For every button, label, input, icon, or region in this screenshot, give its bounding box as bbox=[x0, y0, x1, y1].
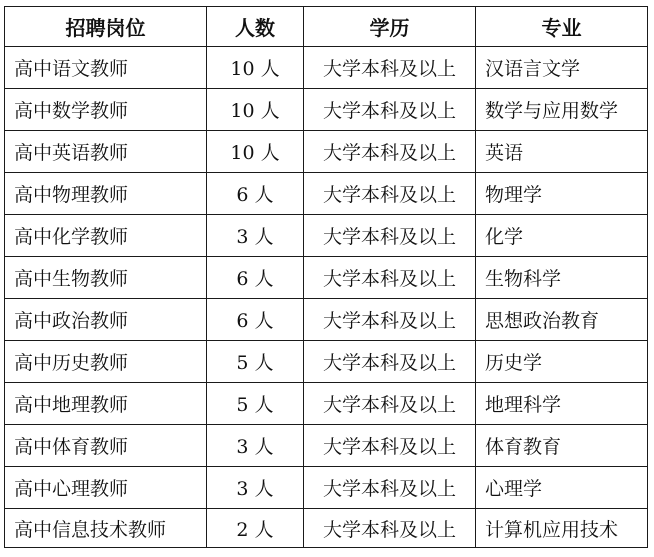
cell-position: 高中历史教师 bbox=[5, 341, 207, 383]
table-row bbox=[5, 131, 648, 173]
header-position: 招聘岗位 bbox=[5, 7, 207, 47]
table-row bbox=[5, 299, 648, 341]
table-row bbox=[5, 89, 648, 131]
table-row bbox=[5, 509, 648, 548]
cell-major: 体育教育 bbox=[476, 425, 648, 467]
cell-position: 高中地理教师 bbox=[5, 383, 207, 425]
cell-education: 大学本科及以上 bbox=[304, 299, 476, 341]
cell-education: 大学本科及以上 bbox=[304, 509, 476, 548]
cell-major: 数学与应用数学 bbox=[476, 89, 648, 131]
table-row bbox=[5, 425, 648, 467]
cell-major: 历史学 bbox=[476, 341, 648, 383]
table-row bbox=[5, 173, 648, 215]
table-body bbox=[5, 47, 648, 548]
cell-major: 化学 bbox=[476, 215, 648, 257]
table-row bbox=[5, 47, 648, 89]
cell-major: 生物科学 bbox=[476, 257, 648, 299]
cell-education: 大学本科及以上 bbox=[304, 383, 476, 425]
cell-education: 大学本科及以上 bbox=[304, 131, 476, 173]
cell-major: 心理学 bbox=[476, 467, 648, 509]
table-row bbox=[5, 341, 648, 383]
cell-count: 3 人 bbox=[207, 215, 304, 257]
cell-major: 汉语言文学 bbox=[476, 47, 648, 89]
cell-major: 地理科学 bbox=[476, 383, 648, 425]
cell-education: 大学本科及以上 bbox=[304, 257, 476, 299]
cell-education: 大学本科及以上 bbox=[304, 47, 476, 89]
header-major: 专业 bbox=[476, 7, 648, 47]
cell-major: 思想政治教育 bbox=[476, 299, 648, 341]
cell-position: 高中心理教师 bbox=[5, 467, 207, 509]
cell-count: 5 人 bbox=[207, 383, 304, 425]
table-row bbox=[5, 467, 648, 509]
recruitment-table bbox=[4, 6, 648, 548]
table-row bbox=[5, 257, 648, 299]
table-row bbox=[5, 383, 648, 425]
cell-count: 5 人 bbox=[207, 341, 304, 383]
cell-education: 大学本科及以上 bbox=[304, 173, 476, 215]
cell-education: 大学本科及以上 bbox=[304, 425, 476, 467]
cell-position: 高中体育教师 bbox=[5, 425, 207, 467]
cell-position: 高中政治教师 bbox=[5, 299, 207, 341]
header-education: 学历 bbox=[304, 7, 476, 47]
cell-count: 2 人 bbox=[207, 509, 304, 548]
table-row bbox=[5, 215, 648, 257]
cell-count: 6 人 bbox=[207, 257, 304, 299]
recruitment-table-container bbox=[4, 6, 648, 548]
cell-position: 高中数学教师 bbox=[5, 89, 207, 131]
cell-count: 10 人 bbox=[207, 47, 304, 89]
cell-count: 10 人 bbox=[207, 131, 304, 173]
cell-count: 10 人 bbox=[207, 89, 304, 131]
cell-position: 高中生物教师 bbox=[5, 257, 207, 299]
table-header-row bbox=[5, 7, 648, 47]
cell-count: 3 人 bbox=[207, 467, 304, 509]
cell-education: 大学本科及以上 bbox=[304, 215, 476, 257]
cell-count: 3 人 bbox=[207, 425, 304, 467]
cell-count: 6 人 bbox=[207, 299, 304, 341]
cell-major: 计算机应用技术 bbox=[476, 509, 648, 548]
header-count: 人数 bbox=[207, 7, 304, 47]
cell-education: 大学本科及以上 bbox=[304, 467, 476, 509]
cell-major: 英语 bbox=[476, 131, 648, 173]
cell-position: 高中语文教师 bbox=[5, 47, 207, 89]
cell-education: 大学本科及以上 bbox=[304, 89, 476, 131]
cell-major: 物理学 bbox=[476, 173, 648, 215]
cell-count: 6 人 bbox=[207, 173, 304, 215]
cell-position: 高中英语教师 bbox=[5, 131, 207, 173]
cell-position: 高中信息技术教师 bbox=[5, 509, 207, 548]
cell-position: 高中化学教师 bbox=[5, 215, 207, 257]
cell-education: 大学本科及以上 bbox=[304, 341, 476, 383]
cell-position: 高中物理教师 bbox=[5, 173, 207, 215]
